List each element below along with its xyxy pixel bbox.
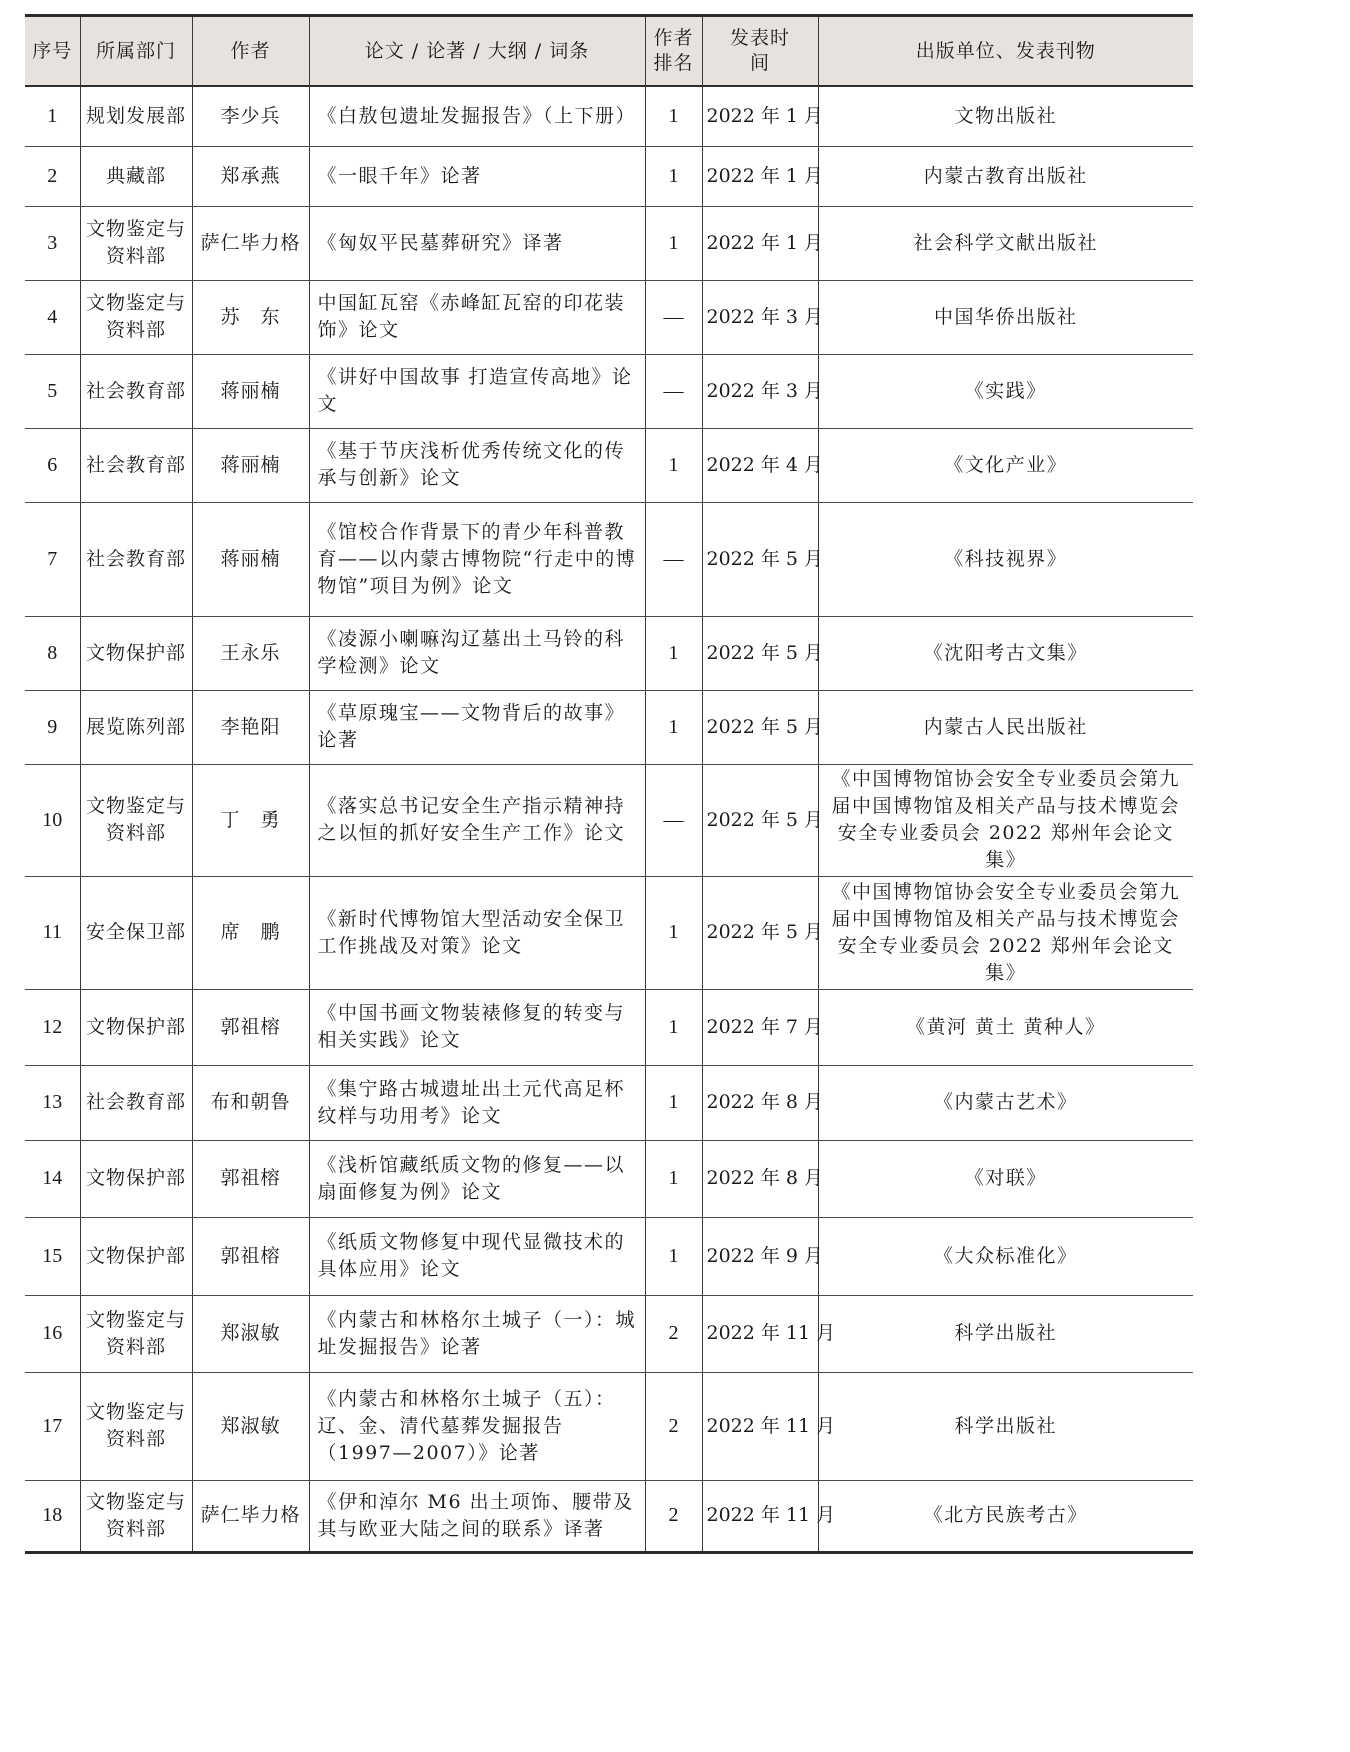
cell-index: 15: [25, 1217, 80, 1295]
cell-rank: 1: [645, 690, 702, 764]
cell-author: 郭祖榕: [192, 1140, 309, 1217]
cell-date: 2022 年 1 月: [702, 146, 818, 206]
table-row: [25, 1372, 1193, 1480]
cell-rank: 1: [645, 1140, 702, 1217]
cell-date: 2022 年 8 月: [702, 1140, 818, 1217]
header-row: [25, 16, 1193, 87]
cell-department: 社会教育部: [80, 354, 192, 428]
cell-author: 郭祖榕: [192, 1217, 309, 1295]
cell-title: 《白敖包遗址发掘报告》（上下册）: [309, 86, 645, 146]
cell-department: 典藏部: [80, 146, 192, 206]
cell-date: 2022 年 5 月: [702, 764, 818, 876]
cell-author: 李少兵: [192, 86, 309, 146]
cell-index: 11: [25, 876, 80, 989]
cell-publisher: 《中国博物馆协会安全专业委员会第九届中国博物馆及相关产品与技术博览会安全专业委员会 2022 郑州年会论文集》: [818, 764, 1193, 876]
cell-rank: —: [645, 354, 702, 428]
cell-title: 《一眼千年》论著: [309, 146, 645, 206]
cell-date: 2022 年 5 月: [702, 616, 818, 690]
cell-publisher: 《大众标准化》: [818, 1217, 1193, 1295]
header-department: 所属部门: [80, 16, 192, 87]
table-body: [25, 86, 1193, 1552]
cell-date: 2022 年 11 月: [702, 1372, 818, 1480]
cell-department: 文物鉴定与资料部: [80, 206, 192, 280]
cell-department: 规划发展部: [80, 86, 192, 146]
table-row: [25, 280, 1193, 354]
cell-date: 2022 年 11 月: [702, 1295, 818, 1372]
header-publisher: 出版单位、发表刊物: [818, 16, 1193, 87]
cell-index: 10: [25, 764, 80, 876]
cell-department: 文物保护部: [80, 1217, 192, 1295]
cell-date: 2022 年 5 月: [702, 876, 818, 989]
table-row: [25, 1295, 1193, 1372]
cell-department: 社会教育部: [80, 1065, 192, 1140]
cell-department: 文物鉴定与资料部: [80, 1480, 192, 1552]
cell-author: 萨仁毕力格: [192, 1480, 309, 1552]
cell-index: 7: [25, 502, 80, 616]
table-row: [25, 764, 1193, 876]
cell-publisher: 内蒙古人民出版社: [818, 690, 1193, 764]
cell-author: 席 鹏: [192, 876, 309, 989]
cell-index: 9: [25, 690, 80, 764]
cell-date: 2022 年 9 月: [702, 1217, 818, 1295]
cell-index: 1: [25, 86, 80, 146]
publications-table: [25, 14, 1193, 1554]
cell-department: 文物保护部: [80, 1140, 192, 1217]
cell-publisher: 《内蒙古艺术》: [818, 1065, 1193, 1140]
cell-department: 社会教育部: [80, 428, 192, 502]
cell-publisher: 《中国博物馆协会安全专业委员会第九届中国博物馆及相关产品与技术博览会安全专业委员会 2022 郑州年会论文集》: [818, 876, 1193, 989]
cell-rank: 2: [645, 1295, 702, 1372]
cell-index: 18: [25, 1480, 80, 1552]
cell-publisher: 社会科学文献出版社: [818, 206, 1193, 280]
cell-rank: 1: [645, 876, 702, 989]
cell-department: 文物保护部: [80, 989, 192, 1065]
cell-department: 文物保护部: [80, 616, 192, 690]
cell-index: 14: [25, 1140, 80, 1217]
table-row: [25, 502, 1193, 616]
cell-department: 展览陈列部: [80, 690, 192, 764]
table-row: [25, 146, 1193, 206]
cell-date: 2022 年 4 月: [702, 428, 818, 502]
cell-title: 《新时代博物馆大型活动安全保卫工作挑战及对策》论文: [309, 876, 645, 989]
cell-publisher: 内蒙古教育出版社: [818, 146, 1193, 206]
table-row: [25, 690, 1193, 764]
cell-date: 2022 年 3 月: [702, 354, 818, 428]
cell-department: 文物鉴定与资料部: [80, 1372, 192, 1480]
cell-title: 《集宁路古城遗址出土元代高足杯纹样与功用考》论文: [309, 1065, 645, 1140]
cell-title: 《基于节庆浅析优秀传统文化的传承与创新》论文: [309, 428, 645, 502]
cell-title: 《伊和淖尔 M6 出土项饰、腰带及其与欧亚大陆之间的联系》译著: [309, 1480, 645, 1552]
cell-author: 李艳阳: [192, 690, 309, 764]
cell-date: 2022 年 11 月: [702, 1480, 818, 1552]
cell-department: 安全保卫部: [80, 876, 192, 989]
header-rank: [645, 16, 702, 87]
cell-title: 《落实总书记安全生产指示精神持之以恒的抓好安全生产工作》论文: [309, 764, 645, 876]
cell-date: 2022 年 3 月: [702, 280, 818, 354]
cell-rank: —: [645, 280, 702, 354]
cell-department: 文物鉴定与资料部: [80, 1295, 192, 1372]
cell-index: 2: [25, 146, 80, 206]
cell-rank: 1: [645, 146, 702, 206]
table-row: [25, 989, 1193, 1065]
header-index: 序号: [25, 16, 80, 87]
cell-author: 郭祖榕: [192, 989, 309, 1065]
cell-index: 3: [25, 206, 80, 280]
header-title: 论文 / 论著 / 大纲 / 词条: [309, 16, 645, 87]
cell-date: 2022 年 8 月: [702, 1065, 818, 1140]
cell-date: 2022 年 5 月: [702, 690, 818, 764]
cell-title: 《纸质文物修复中现代显微技术的具体应用》论文: [309, 1217, 645, 1295]
cell-publisher: 《黄河 黄土 黄种人》: [818, 989, 1193, 1065]
cell-title: 《内蒙古和林格尔土城子（一）：城址发掘报告》论著: [309, 1295, 645, 1372]
cell-index: 17: [25, 1372, 80, 1480]
table-row: [25, 1480, 1193, 1552]
cell-title: 《草原瑰宝——文物背后的故事》论著: [309, 690, 645, 764]
cell-index: 16: [25, 1295, 80, 1372]
cell-title: 中国缸瓦窑《赤峰缸瓦窑的印花装饰》论文: [309, 280, 645, 354]
cell-publisher: 中国华侨出版社: [818, 280, 1193, 354]
table-row: [25, 616, 1193, 690]
cell-publisher: 《文化产业》: [818, 428, 1193, 502]
cell-publisher: 《对联》: [818, 1140, 1193, 1217]
cell-title: 《匈奴平民墓葬研究》译著: [309, 206, 645, 280]
table-row: [25, 1217, 1193, 1295]
cell-author: 苏 东: [192, 280, 309, 354]
cell-author: 郑淑敏: [192, 1295, 309, 1372]
table-row: [25, 1140, 1193, 1217]
cell-department: 文物鉴定与资料部: [80, 764, 192, 876]
cell-index: 12: [25, 989, 80, 1065]
header-date-label: 发表时间: [729, 27, 790, 74]
header-rank-label: 作者排名: [653, 27, 694, 74]
cell-rank: —: [645, 502, 702, 616]
cell-index: 6: [25, 428, 80, 502]
cell-date: 2022 年 1 月: [702, 206, 818, 280]
cell-rank: 1: [645, 206, 702, 280]
cell-publisher: 《沈阳考古文集》: [818, 616, 1193, 690]
cell-index: 4: [25, 280, 80, 354]
cell-rank: 1: [645, 616, 702, 690]
header-date: [702, 16, 818, 87]
cell-title: 《中国书画文物装裱修复的转变与相关实践》论文: [309, 989, 645, 1065]
cell-rank: 1: [645, 86, 702, 146]
cell-author: 蒋丽楠: [192, 502, 309, 616]
cell-author: 郑淑敏: [192, 1372, 309, 1480]
cell-author: 布和朝鲁: [192, 1065, 309, 1140]
cell-rank: 2: [645, 1372, 702, 1480]
cell-publisher: 《科技视界》: [818, 502, 1193, 616]
table-row: [25, 1065, 1193, 1140]
cell-title: 《讲好中国故事 打造宣传高地》论文: [309, 354, 645, 428]
cell-rank: 1: [645, 428, 702, 502]
cell-title: 《凌源小喇嘛沟辽墓出土马铃的科学检测》论文: [309, 616, 645, 690]
table-row: [25, 354, 1193, 428]
cell-author: 丁 勇: [192, 764, 309, 876]
cell-author: 郑承燕: [192, 146, 309, 206]
cell-department: 社会教育部: [80, 502, 192, 616]
cell-rank: 2: [645, 1480, 702, 1552]
cell-publisher: 《实践》: [818, 354, 1193, 428]
cell-rank: 1: [645, 989, 702, 1065]
table-header: [25, 16, 1193, 87]
cell-title: 《内蒙古和林格尔土城子（五）：辽、金、清代墓葬发掘报告（1997—2007）》论著: [309, 1372, 645, 1480]
cell-department: 文物鉴定与资料部: [80, 280, 192, 354]
cell-rank: 1: [645, 1217, 702, 1295]
table-row: [25, 86, 1193, 146]
cell-author: 王永乐: [192, 616, 309, 690]
table-row: [25, 428, 1193, 502]
cell-title: 《馆校合作背景下的青少年科普教育——以内蒙古博物院“行走中的博物馆”项目为例》论文: [309, 502, 645, 616]
table-row: [25, 876, 1193, 989]
header-author: 作者: [192, 16, 309, 87]
cell-date: 2022 年 1 月: [702, 86, 818, 146]
cell-author: 蒋丽楠: [192, 428, 309, 502]
cell-rank: 1: [645, 1065, 702, 1140]
cell-publisher: 文物出版社: [818, 86, 1193, 146]
cell-index: 5: [25, 354, 80, 428]
cell-date: 2022 年 5 月: [702, 502, 818, 616]
cell-date: 2022 年 7 月: [702, 989, 818, 1065]
cell-author: 萨仁毕力格: [192, 206, 309, 280]
table-row: [25, 206, 1193, 280]
cell-publisher: 科学出版社: [818, 1295, 1193, 1372]
cell-publisher: 《北方民族考古》: [818, 1480, 1193, 1552]
cell-title: 《浅析馆藏纸质文物的修复——以扇面修复为例》论文: [309, 1140, 645, 1217]
cell-publisher: 科学出版社: [818, 1372, 1193, 1480]
publications-table-container: [25, 14, 1193, 1554]
cell-index: 8: [25, 616, 80, 690]
cell-author: 蒋丽楠: [192, 354, 309, 428]
cell-index: 13: [25, 1065, 80, 1140]
cell-rank: —: [645, 764, 702, 876]
